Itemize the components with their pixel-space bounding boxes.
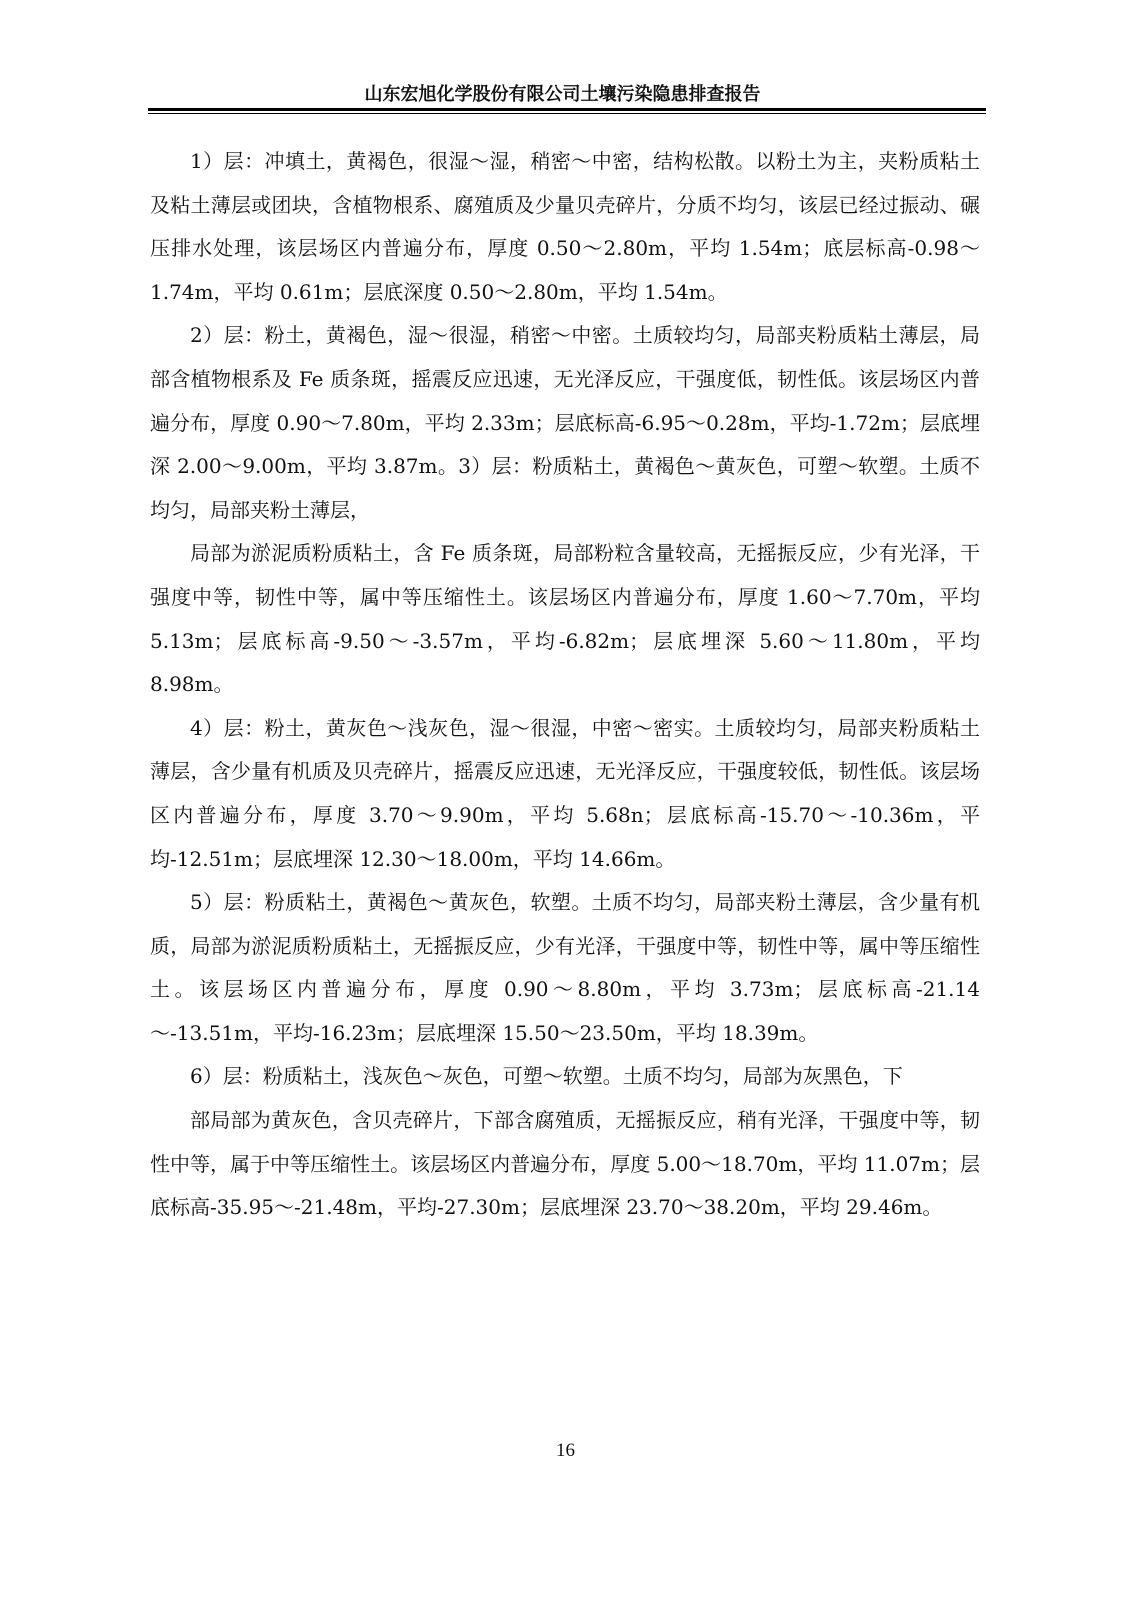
report-header-title: 山东宏旭化学股份有限公司土壤污染隐患排查报告 [364,84,761,105]
paragraph-layer-2-3: 2）层：粉土，黄褐色，湿～很湿，稍密～中密。土质较均匀，局部夹粉质粘土薄层，局部含植物根系及 Fe 质条斑，摇震反应迅速，无光泽反应，干强度低，韧性低。该层场区内普遍分布，厚度 0.90～7.80m，平均 2.33m；层底标高-6.95～0.28m，平均-1.72m；层底埋深 2.00～9.00m，平均 3.87m。3）层：粉质粘土，黄褐色～黄灰色，可塑～软塑。土质不均匀，局部夹粉土薄层， [150,323,980,522]
document-body [150,140,980,1230]
header-rule-thin [148,113,986,114]
page-number: 16 [556,1440,575,1461]
paragraph-layer-5: 5）层：粉质粘土，黄褐色～黄灰色，软塑。土质不均匀，局部夹粉土薄层，含少量有机质，局部为淤泥质粉质粘土，无摇振反应，少有光泽，干强度中等，韧性中等，属中等压缩性土。该层场区内普遍分布，厚度 0.90～8.80m，平均 3.73m；层底标高-21.14～-13.51m，平均-16.23m；层底埋深 15.50～23.50m，平均 18.39m。 [150,890,980,1045]
paragraph-layer-6-continued: 部局部为黄灰色，含贝壳碎片，下部含腐殖质，无摇振反应，稍有光泽，干强度中等，韧性中等，属于中等压缩性土。该层场区内普遍分布，厚度 5.00～18.70m，平均 11.07m；层底标高-35.95～-21.48m，平均-27.30m；层底埋深 23.70～38.20m，平均 29.46m。 [150,1108,980,1220]
paragraph-layer-4: 4）层：粉土，黄灰色～浅灰色，湿～很湿，中密～密实。土质较均匀，局部夹粉质粘土薄层，含少量有机质及贝壳碎片，摇震反应迅速，无光泽反应，干强度较低，韧性低。该层场区内普遍分布，厚度 3.70～9.90m，平均 5.68n；层底标高-15.70～-10.36m，平均-12.51m；层底埋深 12.30～18.00m，平均 14.66m。 [150,715,980,871]
paragraph-layer-3-continued: 局部为淤泥质粉质粘土，含 Fe 质条斑，局部粉粒含量较高，无摇振反应，少有光泽，干强度中等，韧性中等，属中等压缩性土。该层场区内普遍分布，厚度 1.60～7.70m，平均 5.13m；层底标高-9.50～-3.57m，平均-6.82m；层底埋深 5.60～11.80m，平均 8.98m。 [150,541,980,697]
paragraph-layer-1: 1）层：冲填土，黄褐色，很湿～湿，稍密～中密，结构松散。以粉土为主，夹粉质粘土及粘土薄层或团块，含植物根系、腐殖质及少量贝壳碎片，分质不均匀，该层已经过振动、碾压排水处理，该层场区内普遍分布，厚度 0.50～2.80m，平均 1.54m；底层标高-0.98～1.74m，平均 0.61m；层底深度 0.50～2.80m，平均 1.54m。 [150,149,980,304]
paragraph-layer-6: 6）层：粉质粘土，浅灰色～灰色，可塑～软塑。土质不均匀，局部为灰黑色，下 [190,1064,903,1089]
header-rule-thick [148,108,986,111]
